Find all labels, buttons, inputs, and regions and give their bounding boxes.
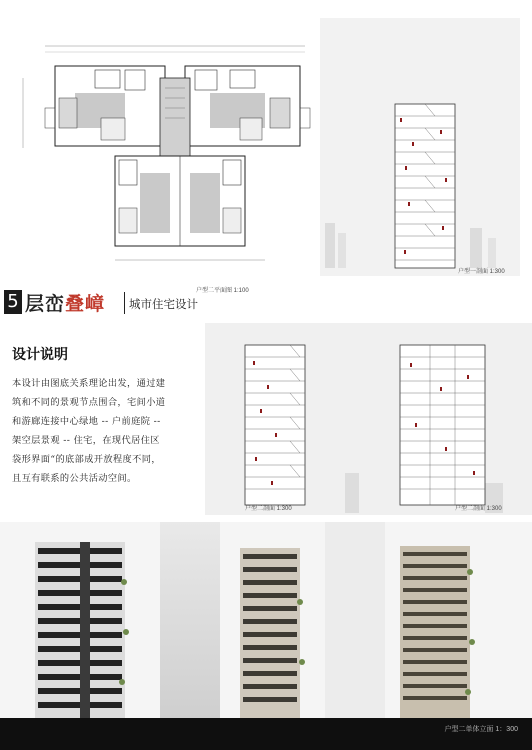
section-top-caption: 户型一剖面 1:300 (458, 269, 505, 275)
description-line: 筑和不同的景观节点围合，宅间小道 (12, 397, 166, 408)
description-line: 架空层景观 -- 住宅，在现代居住区 (12, 435, 160, 446)
title-divider (124, 292, 125, 314)
elevation-caption: 户型二单体立面 1：300 (444, 726, 518, 733)
main-title: 层峦叠嶂 (25, 293, 106, 315)
floor-plan-drawing (15, 38, 315, 268)
section-b-caption: 户型二剖面 1:300 (455, 506, 502, 512)
title-row (0, 288, 532, 316)
description-line: 本设计由图底关系理论出发，通过建 (12, 378, 166, 389)
description-line: 和游廊连接中心绿地 -- 户前庭院 -- (12, 416, 161, 427)
elevation-renders (0, 522, 532, 718)
plan-caption: 户型二平面图 1:100 (196, 288, 249, 294)
footer-bar (0, 718, 532, 750)
chapter-number: 5 (4, 290, 22, 314)
description-line: 且互有联系的公共活动空间。 (12, 473, 137, 484)
description-line: 袋形界面“的底部成开放程度不同， (12, 454, 161, 465)
section-a-caption: 户型二剖面 1:300 (245, 506, 292, 512)
section-top-panel (320, 18, 520, 276)
section-middle-panel (205, 323, 532, 515)
description-heading: 设计说明 (12, 347, 68, 363)
subtitle: 城市住宅设计 (129, 297, 198, 311)
